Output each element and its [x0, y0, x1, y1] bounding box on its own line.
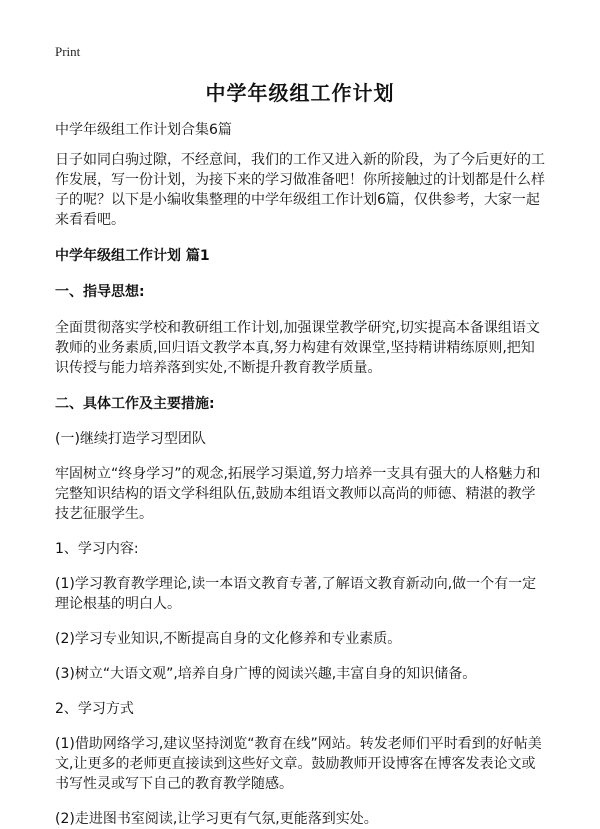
document-body: [55, 120, 547, 829]
guiding-heading: 一、指导思想:: [55, 284, 145, 300]
guiding-paragraph: 全面贯彻落实学校和教研组工作计划,加强课堂教学研究,切实提高本备课组语文教师的业务素质,回归语文教学本真,努力构建有效课堂,坚持精讲精练原则,把知识传授与能力培养落到实处,不断提升教育教学质量。: [55, 320, 540, 376]
study-method-item-1: (1)借助网络学习,建议坚持浏览“教育在线”网站。转发老师们平时看到的好帖美文,让更多的老师更直接读到这些好文章。鼓励教师开设博客在博客发表论文或书写性灵或写下自己的教育教学随感。: [55, 736, 542, 792]
study-method-heading: 2、学习方式: [55, 701, 134, 717]
measures-heading: 二、具体工作及主要措施:: [55, 396, 215, 412]
team-paragraph: 牢固树立“终身学习”的观念,拓展学习渠道,努力培养一支具有强大的人格魅力和完整知识结构的语文学科组队伍,鼓励本组语文教师以高尚的师德、精湛的教学技艺征服学生。: [55, 466, 541, 522]
study-content-heading: 1、学习内容:: [55, 541, 139, 557]
study-content-item-1: (1)学习教育教学理论,读一本语文教育专著,了解语文教育新动向,做一个有一定理论根基的明白人。: [55, 576, 537, 612]
document-title: 中学年级组工作计划: [205, 81, 395, 105]
study-content-item-3: (3)树立“大语文观”,培养自身广博的阅读兴趣,丰富自身的知识储备。: [55, 666, 477, 682]
document-subtitle: 中学年级组工作计划合集6篇: [55, 122, 232, 138]
study-content-item-2: (2)学习专业知识,不断提高自身的文化修养和专业素质。: [55, 631, 402, 647]
study-method-item-2: (2)走进图书室阅读,让学习更有气氛,更能落到实处。: [55, 811, 378, 827]
section-title: 中学年级组工作计划 篇1: [55, 248, 210, 264]
team-subheading: (一)继续打造学习型团队: [55, 431, 206, 447]
intro-paragraph: 日子如同白驹过隙，不经意间，我们的工作又进入新的阶段，为了今后更好的工作发展，写一份计划，为接下来的学习做准备吧！你所接触过的计划都是什么样子的呢？以下是小编收集整理的中学年级组工作计划6篇，仅供参考，大家一起来看看吧。: [55, 152, 545, 228]
print-link[interactable]: Print: [55, 44, 81, 59]
